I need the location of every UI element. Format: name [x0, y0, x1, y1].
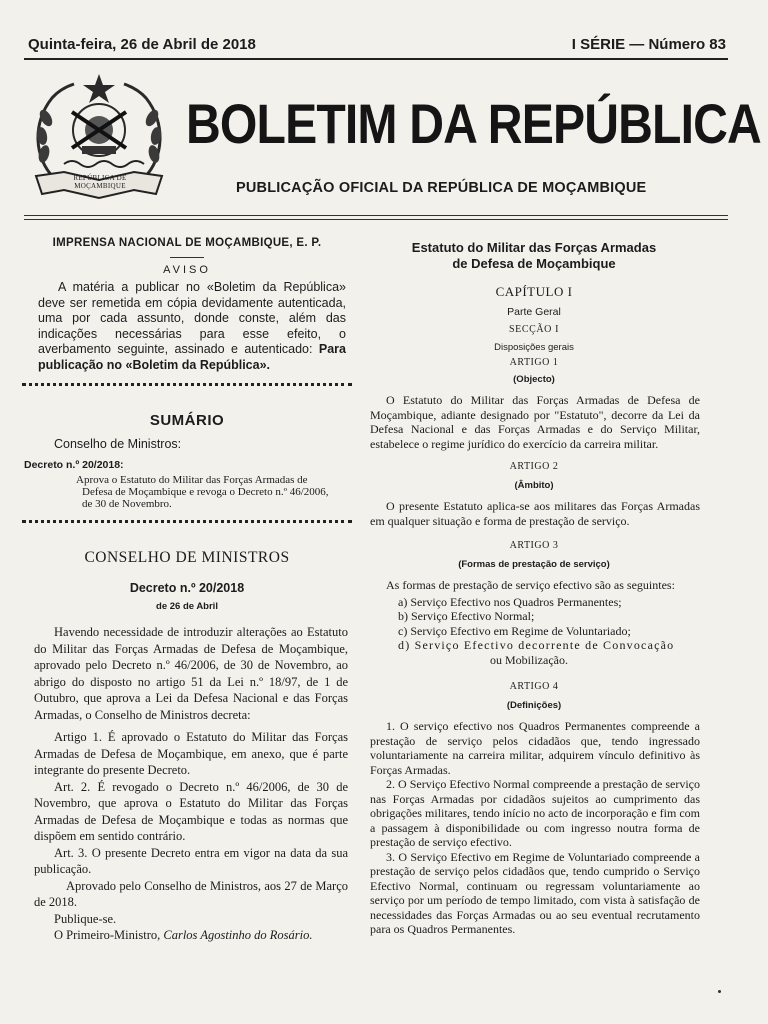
- statute-title-line-1: Estatuto do Militar das Forças Armadas: [411, 240, 657, 255]
- summary-org: Conselho de Ministros:: [54, 437, 182, 451]
- council-title: CONSELHO DE MINISTROS: [84, 549, 290, 566]
- issue-date: Quinta-feira, 26 de Abril de 2018: [28, 36, 256, 53]
- part-heading: Parte Geral: [507, 306, 561, 318]
- statute-title: [366, 240, 702, 272]
- masthead-subtitle: PUBLICAÇÃO OFICIAL DA REPÚBLICA DE MOÇAMBIQUE: [236, 180, 647, 196]
- statute-title-line-2: de Defesa de Moçambique: [452, 256, 616, 271]
- dotted-divider: [22, 383, 352, 392]
- article-2-text: O presente Estatuto aplica-se aos militares das Forças Armadas em qualquer situação e forma de prestação de serviço.: [370, 499, 700, 528]
- article-4-paragraph-1: 1. O serviço efectivo nos Quadros Permanentes compreende a prestação de serviço pelos cidadãos que, tendo ingressado voluntariamente na carreira militar, adquirem vínculo definitivo às Forças Armadas.: [370, 719, 700, 777]
- decree-title: Decreto n.º 20/2018: [129, 581, 245, 595]
- notice-text: [38, 280, 346, 373]
- notice-title: AVISO: [163, 264, 211, 276]
- summary-entry: [24, 459, 352, 510]
- chapter-heading: CAPÍTULO I: [495, 284, 573, 299]
- header-rule: [24, 58, 728, 60]
- header-line: [22, 34, 726, 56]
- list-item: b) Serviço Efectivo Normal;: [398, 609, 535, 623]
- decree-publish: Publique-se.: [54, 911, 117, 926]
- decree-article-2: Art. 2. É revogado o Decreto n.º 46/2006, de 30 de Novembro, que aprova o Estatuto do Militar das Forças Armadas de Defesa de Moçambique e todas as normas que dispõem em sentido contrário.: [34, 779, 348, 843]
- masthead-rule-2: [24, 219, 728, 220]
- article-4-paragraph-3: 3. O Serviço Efectivo em Regime de Voluntariado compreende a prestação de serviço pelos cidadãos que, tendo cumprido o Serviço Efectivo Normal, continuam ou regressam voluntariamente ao serviço por um período de tempo limitado, com vista à satisfação de necessidades das Forças Armadas ou ao seu eventual recrutamento para os Quadros Permanentes.: [370, 849, 700, 936]
- article-1-heading: (Objecto): [513, 374, 555, 385]
- article-2-heading: (Âmbito): [514, 480, 554, 491]
- decree-article-1: Artigo 1. É aprovado o Estatuto do Militar das Forças Armadas de Defesa de Moçambique, em anexo, que é parte integrante do presente Decreto.: [34, 730, 348, 777]
- decree-preamble: Havendo necessidade de introduzir alterações ao Estatuto do Militar das Forças Armadas de Defesa de Moçambique, aprovado pelo Decreto n.º 46/2006, de 30 de Novembro, ao abrigo do disposto no artigo 51 da Lei n.º 18/97, de 1 de Outubro, que aprova a Lei da Defesa Nacional e das Forças Armadas, o Conselho de Ministros decreta:: [34, 625, 348, 722]
- article-4-heading: (Definições): [506, 700, 562, 711]
- right-column: [366, 228, 702, 937]
- signature-name: Carlos Agostinho do Rosário.: [163, 928, 313, 942]
- article-4-label: ARTIGO 4: [509, 681, 559, 692]
- scan-speck: [718, 990, 721, 993]
- decree-article-3: Art. 3. O presente Decreto entra em vigor na data da sua publicação.: [34, 845, 348, 876]
- article-3-intro: As formas de prestação de serviço efectivo são as seguintes:: [386, 578, 675, 592]
- decree-approval: Aprovado pelo Conselho de Ministros, aos 27 de Março de 2018.: [34, 878, 348, 909]
- list-item: a) Serviço Efectivo nos Quadros Permanentes;: [398, 594, 622, 609]
- left-column: [22, 228, 352, 944]
- article-3-heading: (Formas de prestação de serviço): [458, 559, 610, 570]
- notice-body: A matéria a publicar no «Boletim da República» deve ser remetida em cópia devidamente autenticada, uma por cada assunto, donde conste, além das indicações necessárias para esse efeito, o averbamento seguinte, assinado e autenticado:: [38, 280, 346, 356]
- general-provisions: Disposições gerais: [494, 342, 574, 353]
- list-item: c) Serviço Efectivo em Regime de Voluntariado;: [398, 623, 631, 638]
- signature-label: O Primeiro-Ministro,: [54, 928, 161, 942]
- article-1-text: O Estatuto do Militar das Forças Armadas de Defesa de Moçambique, adiante designado por "Estatuto", decorre da Lei da Defesa Nacional e das Forças Armadas e do Serviço Militar, estabelece o regime jurídico do exercício da carreira militar.: [370, 393, 700, 451]
- masthead-title: BOLETIM DA REPÚBLICA: [186, 92, 761, 155]
- article-2-label: ARTIGO 2: [509, 461, 559, 472]
- article-1-label: ARTIGO 1: [509, 357, 559, 368]
- summary-description: Aprova o Estatuto do Militar das Forças Armadas de Defesa de Moçambique e revoga o Decreto n.º 46/2006, de 30 de Novembro.: [76, 474, 329, 510]
- decree-date: de 26 de Abril: [156, 601, 218, 612]
- issue-number: I SÉRIE — Número 83: [571, 36, 726, 53]
- short-divider: [170, 257, 204, 258]
- summary-decree: Decreto n.º 20/2018:: [24, 459, 124, 471]
- section-heading: SECÇÃO I: [508, 324, 560, 335]
- decree-signature: [34, 927, 348, 944]
- dotted-divider-2: [22, 520, 352, 529]
- emblem-ribbon-text: REPÚBLICA DE MOÇAMBIQUE: [73, 174, 127, 190]
- article-4-paragraph-2: 2. O Serviço Efectivo Normal compreende a prestação de serviço nas Forças Armadas por cidadãos sujeitos ao cumprimento das obrigações militares, tendo início no acto de incorporação e fim com a passagem à disponibilidade ou com ingresso noutra forma de prestação de serviço efectivo.: [370, 777, 700, 849]
- list-item: d) Serviço Efectivo decorrente de Convocação: [398, 638, 675, 652]
- summary-title: SUMÁRIO: [149, 412, 225, 429]
- masthead-rule: [24, 215, 728, 216]
- list-item: ou Mobilização.: [490, 652, 568, 667]
- article-3-list: [398, 595, 702, 668]
- publisher-name: IMPRENSA NACIONAL DE MOÇAMBIQUE, E. P.: [52, 237, 322, 249]
- article-3-label: ARTIGO 3: [509, 540, 559, 551]
- notice-bold: Para publicação no «Boletim da República».: [38, 342, 346, 372]
